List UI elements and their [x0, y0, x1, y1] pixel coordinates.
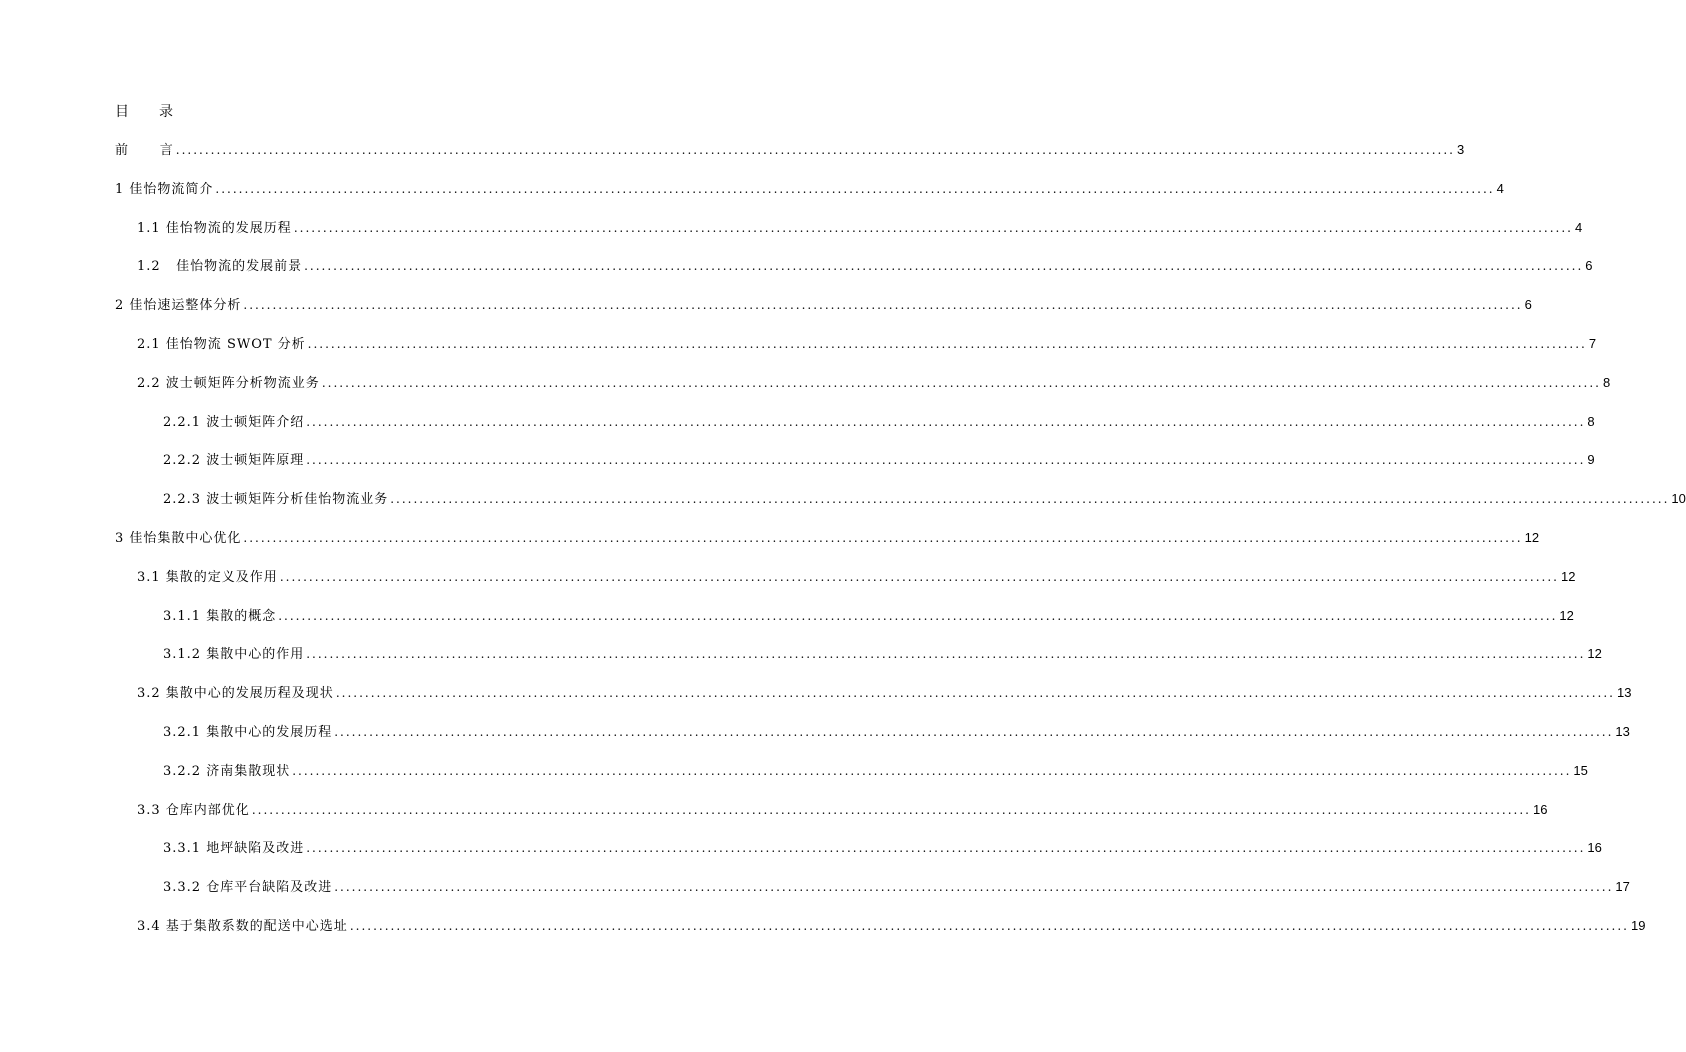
toc-entry[interactable]	[137, 916, 1646, 936]
toc-entry-leader: ............................................................................................................................................................................................................................	[278, 609, 1558, 623]
toc-entry[interactable]	[137, 334, 1597, 354]
toc-entry-label: 前 言	[115, 143, 174, 158]
toc-entry-page: 6	[1524, 297, 1532, 312]
toc-entry-leader: ............................................................................................................................................................................................................................	[390, 492, 1670, 506]
toc-entry-leader: ............................................................................................................................................................................................................................	[243, 298, 1523, 312]
toc-entry[interactable]	[163, 877, 1630, 897]
toc-entry-label: 3.2.2 济南集散现状	[163, 764, 291, 779]
toc-entry-leader: ............................................................................................................................................................................................................................	[321, 376, 1601, 390]
toc-entry[interactable]	[137, 567, 1576, 587]
toc-entry-leader: ............................................................................................................................................................................................................................	[243, 531, 1523, 545]
toc-entry-page: 8	[1587, 414, 1595, 429]
toc-entry-page: 12	[1561, 569, 1576, 584]
toc-entry-leader: ............................................................................................................................................................................................................................	[304, 259, 1584, 273]
toc-entry[interactable]	[115, 528, 1540, 548]
toc-entry[interactable]	[115, 295, 1532, 315]
toc-entry-label: 3.3.1 地坪缺陷及改进	[163, 841, 305, 856]
toc-entry-label: 1.2 佳怡物流的发展前景	[137, 259, 303, 274]
toc-entry-label: 2.2 波士顿矩阵分析物流业务	[137, 376, 320, 391]
toc-entry-page: 3	[1456, 142, 1465, 157]
toc-entry-page: 12	[1559, 608, 1574, 623]
toc-entry-label: 3.2.1 集散中心的发展历程	[163, 725, 333, 740]
toc-entry-page: 17	[1615, 879, 1630, 894]
toc-entry[interactable]	[115, 140, 1465, 160]
toc-entry[interactable]	[163, 412, 1595, 432]
toc-entry-page: 8	[1603, 375, 1611, 390]
toc-entry-label: 3.1.2 集散中心的作用	[163, 647, 305, 662]
toc-entry-label: 3.1 集散的定义及作用	[137, 570, 278, 585]
toc-entry-leader: ............................................................................................................................................................................................................................	[334, 725, 1614, 739]
toc-entry[interactable]	[163, 838, 1602, 858]
toc-entry-page: 7	[1588, 336, 1597, 351]
toc-entry-page: 13	[1617, 685, 1632, 700]
toc-entry-page: 16	[1533, 802, 1548, 817]
toc-entry-label: 2 佳怡速运整体分析	[115, 298, 242, 313]
toc-title-right: 录	[159, 104, 173, 120]
toc-entry[interactable]	[137, 256, 1593, 276]
toc-entry-page: 10	[1671, 491, 1686, 506]
toc-entry-leader: ............................................................................................................................................................................................................................	[306, 453, 1586, 467]
toc-entry-page: 19	[1631, 918, 1646, 933]
toc-entry-label: 3.3.2 仓库平台缺陷及改进	[163, 880, 333, 895]
toc-entry-label: 3.3 仓库内部优化	[137, 803, 250, 818]
toc-title	[115, 101, 173, 121]
toc-entry-leader: ............................................................................................................................................................................................................................	[306, 647, 1586, 661]
toc-entry-page: 12	[1524, 530, 1540, 545]
toc-entry-leader: ............................................................................................................................................................................................................................	[293, 221, 1573, 235]
toc-entry-label: 2.2.1 波士顿矩阵介绍	[163, 415, 305, 430]
toc-entry[interactable]	[115, 179, 1504, 199]
toc-entry-label: 2.2.2 波士顿矩阵原理	[163, 453, 305, 468]
toc-entry-leader: ............................................................................................................................................................................................................................	[349, 919, 1629, 933]
toc-entry[interactable]	[163, 450, 1595, 470]
toc-entry-leader: ............................................................................................................................................................................................................................	[306, 841, 1586, 855]
toc-entry-leader: ............................................................................................................................................................................................................................	[175, 143, 1455, 157]
toc-entry[interactable]	[137, 373, 1611, 393]
toc-entry-label: 1 佳怡物流简介	[115, 182, 214, 197]
toc-entry-leader: ............................................................................................................................................................................................................................	[334, 880, 1614, 894]
toc-entry-leader: ............................................................................................................................................................................................................................	[251, 803, 1531, 817]
toc-entry-leader: ............................................................................................................................................................................................................................	[292, 764, 1572, 778]
toc-entry[interactable]	[163, 606, 1574, 626]
toc-entry-page: 6	[1585, 258, 1593, 273]
toc-entry[interactable]	[163, 761, 1588, 781]
toc-entry[interactable]	[163, 489, 1686, 509]
toc-entry-page: 12	[1587, 646, 1602, 661]
toc-entry-label: 3.4 基于集散系数的配送中心选址	[137, 919, 348, 934]
toc-entry-label: 3 佳怡集散中心优化	[115, 531, 242, 546]
toc-entry-label: 1.1 佳怡物流的发展历程	[137, 221, 292, 236]
toc-entry[interactable]	[163, 722, 1630, 742]
toc-entry-label: 3.2 集散中心的发展历程及现状	[137, 686, 334, 701]
toc-entry-leader: ............................................................................................................................................................................................................................	[306, 415, 1586, 429]
toc-entry-page: 4	[1496, 181, 1504, 196]
toc-entry[interactable]	[137, 800, 1548, 820]
toc-entry-leader: ............................................................................................................................................................................................................................	[279, 570, 1559, 584]
toc-entry-label: 2.2.3 波士顿矩阵分析佳怡物流业务	[163, 492, 389, 507]
toc-entry-leader: ............................................................................................................................................................................................................................	[307, 337, 1587, 351]
toc-entry[interactable]	[137, 683, 1632, 703]
toc-entry-page: 4	[1575, 220, 1583, 235]
toc-entry-page: 13	[1615, 724, 1630, 739]
toc-entry[interactable]	[137, 218, 1583, 238]
toc-entry-label: 2.1 佳怡物流 SWOT 分析	[137, 337, 306, 352]
toc-entry-page: 15	[1573, 763, 1588, 778]
toc-entry[interactable]	[163, 644, 1602, 664]
toc-entry-label: 3.1.1 集散的概念	[163, 609, 277, 624]
toc-title-left: 目	[115, 104, 129, 120]
toc-entry-page: 9	[1587, 452, 1595, 467]
toc-entry-leader: ............................................................................................................................................................................................................................	[215, 182, 1495, 196]
toc-entry-leader: ............................................................................................................................................................................................................................	[335, 686, 1615, 700]
toc-entry-page: 16	[1587, 840, 1602, 855]
